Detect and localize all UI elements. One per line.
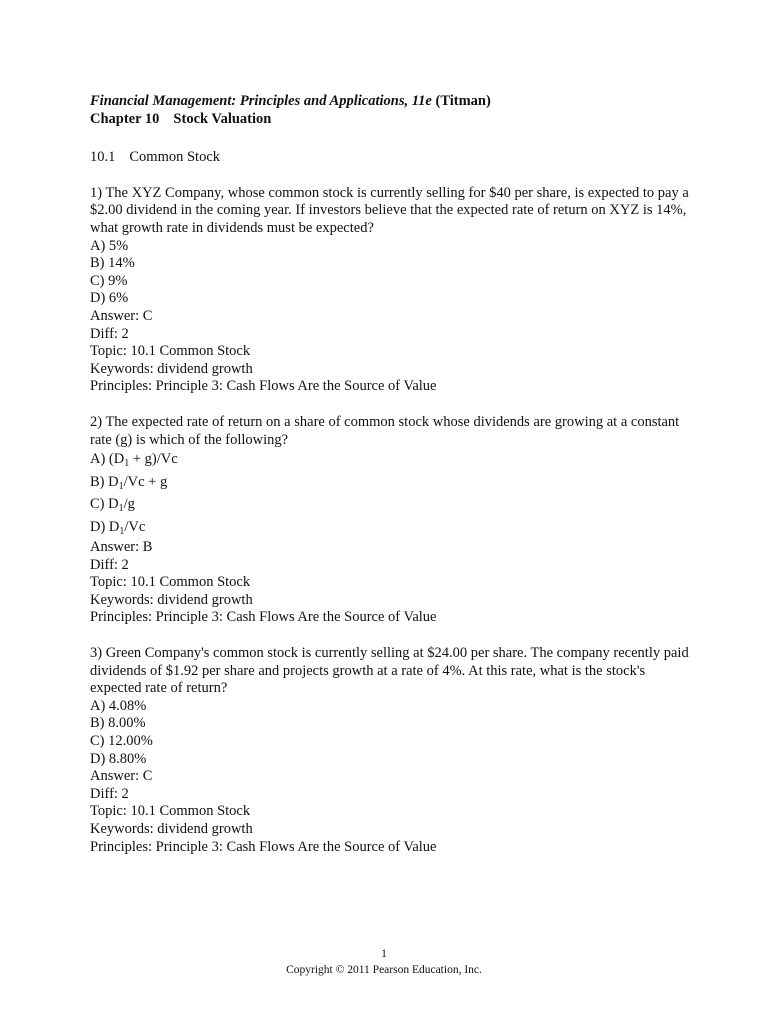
choice-b [90,472,690,495]
choice-d: D) 8.80% [90,750,147,767]
keywords: Keywords: dividend growth [90,360,253,377]
chapter-label: Chapter 10 [90,110,160,127]
book-author: (Titman) [435,93,491,109]
choice-c-text-end: /g [123,496,135,513]
answer: Answer: B [90,539,153,556]
choice-b: B) 14% [90,255,135,272]
subscript: 1 [119,525,125,537]
subscript: 1 [118,503,124,515]
choice-a-text: A) (D [90,451,125,468]
choice-d [90,517,690,540]
principles: Principles: Principle 3: Cash Flows Are the Source of Value [90,378,437,395]
chapter-heading [90,111,690,129]
choice-a: A) 4.08% [90,697,147,714]
answer: Answer: C [90,768,153,785]
question-2 [90,414,690,627]
choice-b: B) 8.00% [90,715,146,732]
section-heading [90,149,690,167]
choice-b-text: B) D [90,473,119,490]
question-text: 2) The expected rate of return on a share of common stock whose dividends are growing at a constant rate (g) is which of the following? [90,413,680,448]
choice-d: D) 6% [90,290,129,307]
section-title: Common Stock [129,149,221,166]
subscript: 1 [124,458,130,470]
keywords: Keywords: dividend growth [90,591,253,608]
question-3 [90,645,690,856]
question-1 [90,185,690,396]
choice-c: C) 12.00% [90,733,153,750]
principles: Principles: Principle 3: Cash Flows Are the Source of Value [90,838,437,855]
subscript: 1 [118,480,124,492]
choice-d-text: D) D [90,518,120,535]
topic: Topic: 10.1 Common Stock [90,574,251,591]
choice-c [90,494,690,517]
answer: Answer: C [90,307,153,324]
chapter-title: Stock Valuation [173,110,272,127]
choice-c: C) 9% [90,272,128,289]
difficulty: Diff: 2 [90,325,129,342]
difficulty: Diff: 2 [90,785,129,802]
copyright-notice: Copyright © 2011 Pearson Education, Inc. [286,964,482,976]
book-title: Financial Management: Principles and Applications, 11e [90,93,432,109]
section-number: 10.1 [90,149,116,166]
choice-b-text-end: /Vc + g [123,473,168,490]
book-title-line [90,93,690,111]
choice-c-text: C) D [90,496,119,513]
topic: Topic: 10.1 Common Stock [90,803,251,820]
document-page [90,93,690,856]
topic: Topic: 10.1 Common Stock [90,343,251,360]
choice-d-text-end: /Vc [124,518,146,535]
question-text: 3) Green Company's common stock is currently selling at $24.00 per share. The company recently paid dividends of $1.92 per share and projects growth at a rate of 4%. At this rate, what is the stock's expected rate of return? [90,645,689,697]
page-number: 1 [381,948,387,960]
choice-a: A) 5% [90,237,129,254]
keywords: Keywords: dividend growth [90,821,253,837]
choice-a [90,449,690,472]
difficulty: Diff: 2 [90,556,129,573]
principles: Principles: Principle 3: Cash Flows Are the Source of Value [90,609,437,626]
question-text: 1) The XYZ Company, whose common stock is currently selling for $40 per share, is expected to pay a $2.00 dividend in the coming year. If investors believe that the expected rate of return on XYZ is 14%, what growth rate in dividends must be expected? [90,184,689,236]
choice-a-text-end: + g)/Vc [129,451,178,468]
